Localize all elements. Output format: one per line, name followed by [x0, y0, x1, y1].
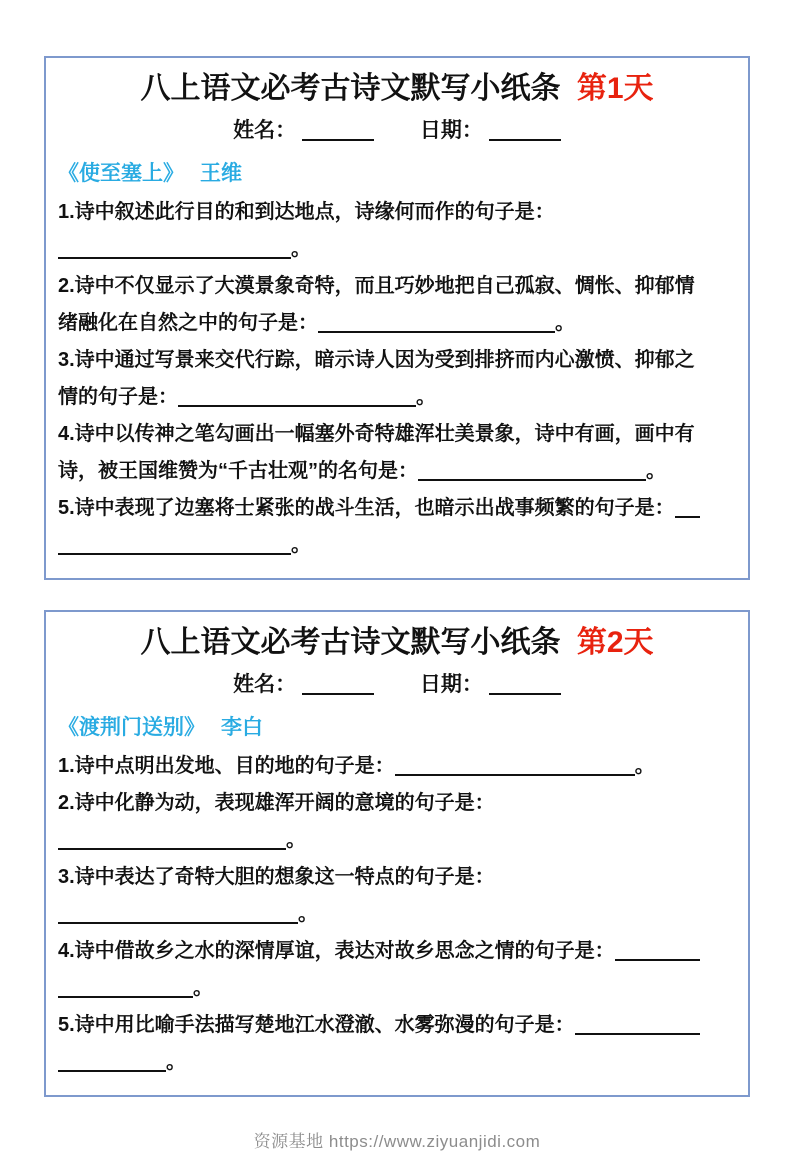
answer-blank-line — [575, 1015, 700, 1035]
question-line — [58, 896, 736, 933]
name-date-row — [58, 670, 736, 700]
question-text: 4.诗中以传神之笔勾画出一幅塞外奇特雄浑壮美景象，诗中有画，画中有 — [58, 423, 695, 445]
question-text: 。 — [416, 386, 436, 408]
question-line — [58, 194, 736, 231]
poem-author: 王维 — [200, 162, 242, 185]
question-text: 3.诗中表达了奇特大胆的想象这一特点的句子是： — [58, 866, 495, 888]
card-title — [58, 70, 736, 108]
card-title — [58, 624, 736, 662]
question-list — [58, 748, 736, 1081]
date-blank-line — [489, 120, 561, 141]
question-text: 诗，被王国维赞为“千古壮观”的名句是： — [58, 460, 418, 482]
date-label: 日期： — [419, 119, 483, 142]
question-line — [58, 416, 736, 453]
poem-title-row — [58, 160, 736, 188]
answer-blank-line — [58, 830, 286, 850]
answer-blank-line — [675, 498, 700, 518]
question-line — [58, 748, 736, 785]
poem-author: 李白 — [221, 716, 263, 739]
question-text: 2.诗中化静为动，表现雄浑开阔的意境的句子是： — [58, 792, 495, 814]
question-text: 。 — [555, 312, 575, 334]
name-date-row — [58, 116, 736, 146]
answer-blank-line — [58, 978, 193, 998]
question-text: 。 — [166, 1051, 186, 1073]
worksheet-card-day2 — [44, 610, 750, 1097]
question-text: 1.诗中叙述此行目的和到达地点，诗缘何而作的句子是： — [58, 201, 555, 223]
question-text: 绪融化在自然之中的句子是： — [58, 312, 318, 334]
question-text: 。 — [193, 977, 213, 999]
answer-blank-line — [615, 941, 700, 961]
card-title-main: 八上语文必考古诗文默写小纸条 — [140, 626, 561, 659]
question-text: 。 — [291, 238, 311, 260]
question-line — [58, 342, 736, 379]
answer-blank-line — [58, 535, 291, 555]
question-text: 2.诗中不仅显示了大漠景象奇特，而且巧妙地把自己孤寂、惆怅、抑郁情 — [58, 275, 695, 297]
question-list — [58, 194, 736, 564]
question-line — [58, 859, 736, 896]
name-blank-line — [302, 674, 374, 695]
question-line — [58, 970, 736, 1007]
answer-blank-line — [418, 461, 646, 481]
card-title-day-badge: 第2天 — [576, 626, 654, 659]
answer-blank-line — [178, 387, 416, 407]
question-line — [58, 453, 736, 490]
card-title-main: 八上语文必考古诗文默写小纸条 — [140, 72, 561, 105]
date-blank-line — [489, 674, 561, 695]
question-line — [58, 305, 736, 342]
question-line — [58, 490, 736, 527]
question-line — [58, 785, 736, 822]
question-text: 。 — [291, 534, 311, 556]
name-blank-line — [302, 120, 374, 141]
question-text: 。 — [286, 829, 306, 851]
question-text: 3.诗中通过写景来交代行踪，暗示诗人因为受到排挤而内心激愤、抑郁之 — [58, 349, 695, 371]
question-text: 。 — [646, 460, 666, 482]
name-label: 姓名： — [233, 119, 297, 142]
answer-blank-line — [58, 1052, 166, 1072]
question-line — [58, 1007, 736, 1044]
question-text: 。 — [634, 755, 655, 777]
question-line — [58, 268, 736, 305]
answer-blank-line — [58, 904, 298, 924]
question-text: 。 — [298, 903, 318, 925]
question-line — [58, 822, 736, 859]
answer-blank-line — [58, 239, 291, 259]
poem-title: 《使至塞上》 — [58, 162, 184, 185]
answer-blank-line — [318, 313, 555, 333]
card-title-day-badge: 第1天 — [576, 72, 654, 105]
question-text: 1.诗中点明出发地、目的地的句子是： — [58, 755, 395, 777]
worksheet-card-day1 — [44, 56, 750, 580]
poem-title-row — [58, 714, 736, 742]
question-line — [58, 231, 736, 268]
poem-title: 《渡荆门送别》 — [58, 716, 205, 739]
footer-credit: 资源基地 https://www.ziyuanjidi.com — [253, 1132, 541, 1151]
question-text: 情的句子是： — [58, 386, 178, 408]
answer-blank-line — [395, 756, 635, 776]
question-line — [58, 1044, 736, 1081]
question-line — [58, 527, 736, 564]
question-text: 4.诗中借故乡之水的深情厚谊，表达对故乡思念之情的句子是： — [58, 940, 615, 962]
question-text: 5.诗中表现了边塞将士紧张的战斗生活，也暗示出战事频繁的句子是： — [58, 497, 675, 519]
date-label: 日期： — [419, 673, 483, 696]
question-line — [58, 379, 736, 416]
name-label: 姓名： — [233, 673, 297, 696]
question-text: 5.诗中用比喻手法描写楚地江水澄澈、水雾弥漫的句子是： — [58, 1014, 575, 1036]
question-line — [58, 933, 736, 970]
